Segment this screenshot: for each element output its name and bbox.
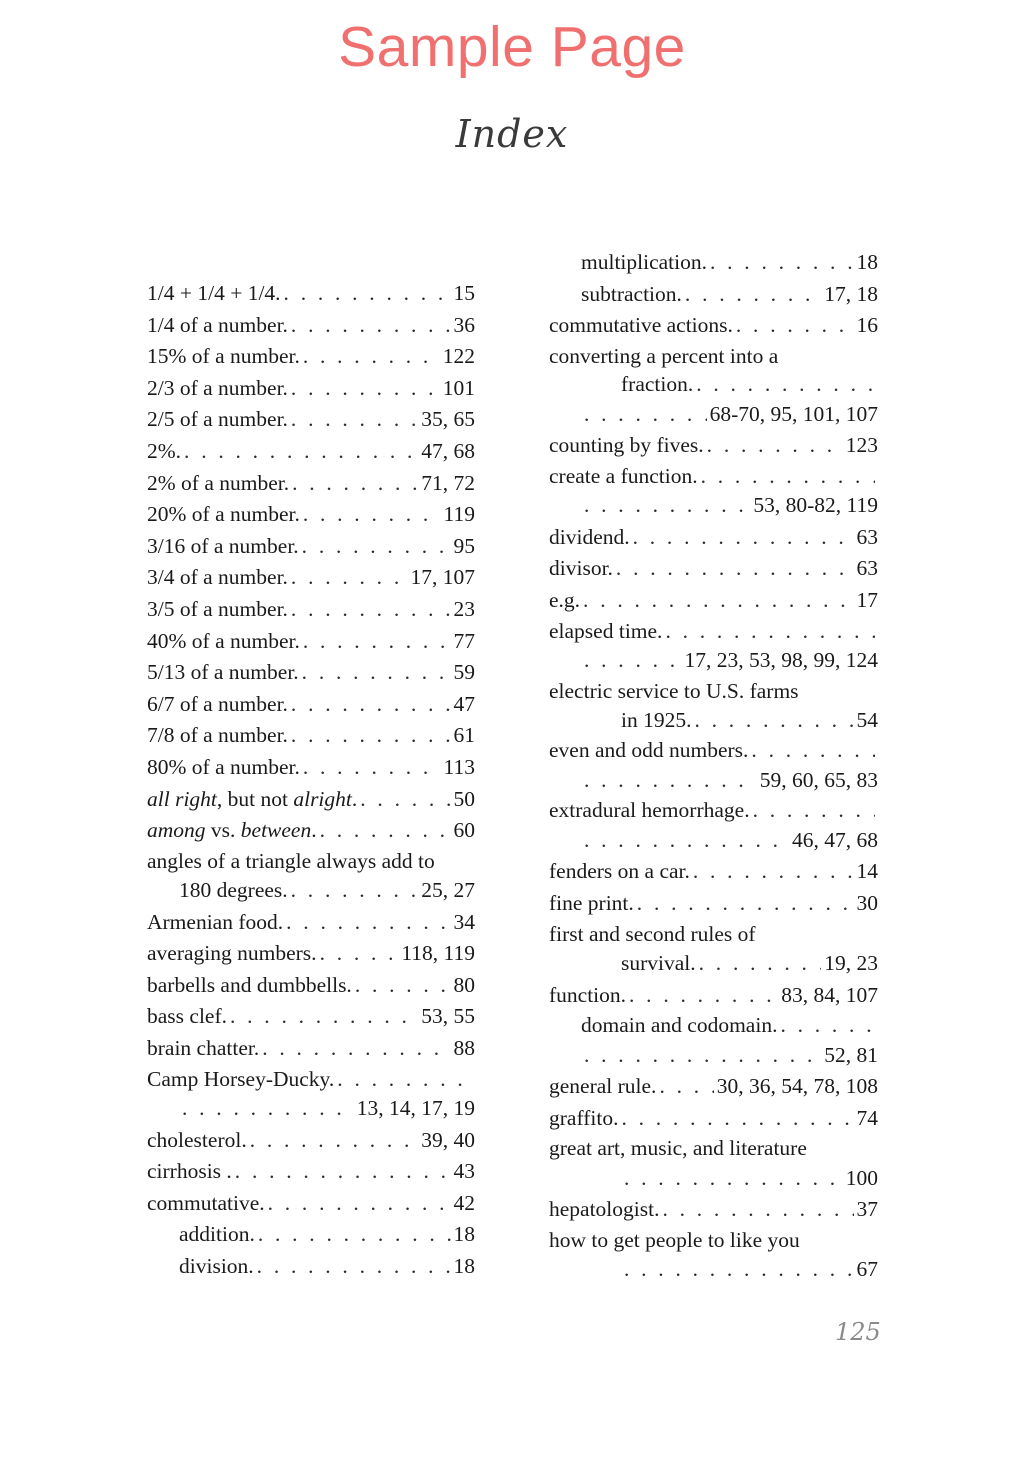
- index-term: division.: [179, 1254, 254, 1278]
- dot-leader: [303, 499, 441, 531]
- index-term: function.: [549, 982, 627, 1007]
- dot-leader: [624, 1163, 843, 1195]
- dot-leader: [291, 875, 419, 907]
- dot-leader: [584, 765, 757, 797]
- dot-leader: [320, 815, 451, 847]
- index-entry: [549, 399, 878, 431]
- dot-leader: [291, 562, 408, 594]
- index-entry: [549, 342, 878, 370]
- index-page-refs: 15: [453, 281, 475, 305]
- index-term: 3/4 of a number.: [147, 565, 288, 590]
- index-page-refs: 37: [856, 1197, 878, 1222]
- index-term: survival.: [621, 951, 696, 976]
- dot-leader: [584, 490, 750, 522]
- index-term: 2/5 of a number.: [147, 407, 288, 432]
- index-page-refs: 100: [845, 1165, 878, 1190]
- index-page-refs: 83, 84, 107: [781, 982, 878, 1007]
- index-entry: [549, 1194, 878, 1226]
- index-entry: [147, 404, 475, 436]
- index-entry: [549, 980, 878, 1012]
- index-term: brain chatter.: [147, 1036, 260, 1061]
- index-term: [147, 815, 317, 847]
- index-term: hepatologist.: [549, 1197, 660, 1222]
- index-page-refs: 17: [856, 587, 878, 612]
- index-term-segment: all right: [147, 786, 217, 811]
- index-page-refs: 36: [453, 312, 475, 337]
- index-entry: [549, 888, 878, 920]
- dot-leader: [284, 278, 451, 310]
- index-page-refs: 39, 40: [421, 1127, 475, 1152]
- index-page-refs: 63: [856, 524, 878, 549]
- index-entry: [549, 856, 878, 888]
- page-title: Index: [455, 112, 569, 156]
- index-entry: [147, 1093, 475, 1125]
- index-entry: [147, 1251, 475, 1283]
- dot-leader: [230, 1001, 418, 1033]
- index-term: Camp Horsey-Ducky.: [147, 1066, 335, 1091]
- dot-leader: [736, 310, 854, 342]
- index-entry: [147, 657, 475, 689]
- index-column-left: [147, 278, 475, 1283]
- index-entry: [147, 938, 475, 970]
- index-term-segment: .: [311, 818, 317, 843]
- dot-leader: [584, 645, 682, 677]
- index-term-segment: among: [147, 818, 206, 843]
- index-column-right: [549, 247, 878, 1286]
- index-page-refs: 53, 80-82, 119: [753, 493, 878, 518]
- index-page-refs: 17, 107: [410, 565, 475, 590]
- index-page-refs: 113: [443, 754, 475, 779]
- index-page-refs: 23: [453, 596, 475, 621]
- index-entry: [147, 499, 475, 531]
- index-term: 1/4 + 1/4 + 1/4.: [147, 281, 281, 305]
- dot-leader: [262, 1033, 450, 1065]
- index-term: 20% of a number.: [147, 502, 300, 527]
- index-entry: [147, 436, 475, 468]
- index-entry: [147, 562, 475, 594]
- index-entry: [147, 1219, 475, 1251]
- index-term: cholesterol.: [147, 1127, 247, 1152]
- dot-leader: [292, 468, 418, 500]
- index-page-refs: 47, 68: [421, 438, 475, 463]
- index-entry: [147, 626, 475, 658]
- index-entry: [549, 522, 878, 554]
- dot-leader: [291, 720, 451, 752]
- index-page-refs: 95: [453, 533, 475, 558]
- index-term: elapsed time.: [549, 618, 663, 643]
- index-term: 1/4 of a number.: [147, 312, 288, 337]
- dot-leader: [621, 1103, 853, 1135]
- dot-leader: [291, 594, 451, 626]
- index-entry: [147, 1188, 475, 1220]
- index-term-segment: vs.: [205, 818, 241, 843]
- index-page-refs: 43: [453, 1159, 475, 1184]
- dot-leader: [665, 617, 875, 645]
- dot-leader: [693, 856, 854, 888]
- index-page-refs: 25, 27: [421, 878, 475, 903]
- index-entry: [147, 278, 475, 310]
- index-term: e.g.: [549, 587, 581, 612]
- index-page-refs: 17, 23, 53, 98, 99, 124: [684, 647, 878, 672]
- index-entry: [147, 310, 475, 342]
- index-entry: [549, 825, 878, 857]
- index-entry: [549, 462, 878, 490]
- dot-leader: [584, 825, 789, 857]
- index-entry: [549, 920, 878, 948]
- index-page-refs: 61: [453, 723, 475, 748]
- index-entry: [147, 1033, 475, 1065]
- index-page-refs: 52, 81: [824, 1042, 878, 1067]
- index-entry: [549, 796, 878, 824]
- dot-leader: [701, 462, 875, 490]
- index-term: 2% of a number.: [147, 470, 290, 495]
- dot-leader: [320, 938, 399, 970]
- index-entry: [549, 1103, 878, 1135]
- index-page-refs: 77: [453, 628, 475, 653]
- dot-leader: [291, 689, 451, 721]
- index-term: create a function.: [549, 463, 698, 488]
- dot-leader: [624, 1254, 854, 1286]
- dot-leader: [633, 522, 854, 554]
- dot-leader: [337, 1065, 472, 1093]
- index-entry: [147, 373, 475, 405]
- index-page-refs: 74: [856, 1105, 878, 1130]
- index-entry: [147, 875, 475, 907]
- index-page-refs: 30: [856, 891, 878, 916]
- index-entry: [549, 279, 878, 311]
- index-term: 7/8 of a number.: [147, 723, 288, 748]
- index-term: subtraction.: [581, 281, 682, 306]
- index-term: how to get people to like you: [549, 1227, 800, 1252]
- index-entry: [549, 1226, 878, 1254]
- dot-leader: [707, 430, 843, 462]
- index-entry: [549, 765, 878, 797]
- index-entry: [549, 310, 878, 342]
- dot-leader: [629, 980, 778, 1012]
- index-page-refs: 47: [453, 691, 475, 716]
- dot-leader: [696, 370, 875, 398]
- index-term: angles of a triangle always add to: [147, 848, 435, 873]
- dot-leader: [258, 1219, 451, 1251]
- index-entry: [549, 645, 878, 677]
- index-page-refs: 122: [442, 344, 475, 369]
- index-entry: [147, 594, 475, 626]
- dot-leader: [286, 907, 450, 939]
- index-term: 6/7 of a number.: [147, 691, 288, 716]
- index-term: cirrhosis .: [147, 1159, 232, 1184]
- index-page-refs: 18: [453, 1222, 475, 1247]
- index-entry: [147, 531, 475, 563]
- dot-leader: [751, 736, 875, 764]
- index-entry: [549, 948, 878, 980]
- dot-leader: [303, 341, 440, 373]
- index-entry: [147, 1156, 475, 1188]
- index-entry: [147, 468, 475, 500]
- index-term: general rule.: [549, 1074, 657, 1099]
- index-term: averaging numbers.: [147, 941, 317, 966]
- index-term: even and odd numbers.: [549, 738, 749, 763]
- dot-leader: [583, 585, 853, 617]
- index-page-refs: 34: [453, 909, 475, 934]
- dot-leader: [694, 705, 853, 737]
- index-page-refs: 54: [856, 707, 878, 732]
- index-term: 2/3 of a number.: [147, 375, 288, 400]
- index-entry: [549, 1163, 878, 1195]
- index-page-refs: 59: [453, 660, 475, 685]
- index-term: commutative.: [147, 1190, 265, 1215]
- index-term: fenders on a car.: [549, 859, 690, 884]
- index-page-refs: 16: [856, 313, 878, 338]
- index-entry: [147, 1001, 475, 1033]
- index-page-refs: 118, 119: [401, 941, 475, 966]
- index-entry: [549, 247, 878, 279]
- dot-leader: [257, 1251, 451, 1283]
- index-page-refs: 35, 65: [421, 407, 475, 432]
- dot-leader: [584, 1040, 821, 1072]
- index-term: multiplication.: [581, 250, 707, 274]
- index-term: counting by fives.: [549, 433, 704, 458]
- index-page-refs: 60: [453, 818, 475, 843]
- index-entry: [147, 752, 475, 784]
- index-entry: [549, 585, 878, 617]
- index-page-refs: 80: [453, 972, 475, 997]
- index-page-refs: 19, 23: [824, 951, 878, 976]
- index-entry: [549, 490, 878, 522]
- index-term: electric service to U.S. farms: [549, 678, 799, 703]
- index-page-refs: 88: [453, 1036, 475, 1061]
- index-term: domain and codomain.: [581, 1013, 778, 1038]
- index-entry: [147, 784, 475, 816]
- dot-leader: [355, 970, 451, 1002]
- index-entry: [549, 1011, 878, 1039]
- index-term: in 1925.: [621, 707, 692, 732]
- index-term: 80% of a number.: [147, 754, 300, 779]
- index-page-refs: 68-70, 95, 101, 107: [709, 401, 878, 426]
- index-page-refs: 71, 72: [421, 470, 475, 495]
- dot-leader: [780, 1011, 875, 1039]
- index-entry: [147, 1065, 475, 1093]
- index-entry: [147, 815, 475, 847]
- index-page-refs: 13, 14, 17, 19: [356, 1096, 475, 1121]
- index-entry: [147, 341, 475, 373]
- dot-leader: [710, 247, 854, 279]
- index-page-refs: 17, 18: [824, 281, 878, 306]
- dot-leader: [659, 1071, 713, 1103]
- index-term-segment: alright: [293, 786, 352, 811]
- index-page-refs: 123: [845, 433, 878, 458]
- index-term: divisor.: [549, 556, 613, 581]
- dot-leader: [637, 888, 854, 920]
- index-term-segment: .: [351, 786, 358, 811]
- dot-leader: [291, 310, 451, 342]
- index-term: graffito.: [549, 1105, 619, 1130]
- index-term: dividend.: [549, 524, 630, 549]
- page-number: 125: [835, 1318, 881, 1346]
- index-entry: [147, 847, 475, 875]
- dot-leader: [584, 399, 707, 431]
- dot-leader: [291, 404, 418, 436]
- index-entry: [549, 370, 878, 398]
- index-entry: [147, 970, 475, 1002]
- index-term: barbells and dumbbells.: [147, 972, 352, 997]
- index-entry: [147, 1125, 475, 1157]
- index-term: 15% of a number.: [147, 344, 300, 369]
- index-term: 3/5 of a number.: [147, 596, 288, 621]
- index-term: fine print.: [549, 891, 634, 916]
- index-page-refs: 14: [856, 859, 878, 884]
- index-page-refs: 18: [453, 1254, 475, 1278]
- dot-leader: [303, 626, 451, 658]
- index-page-refs: 119: [443, 502, 475, 527]
- dot-leader: [302, 657, 451, 689]
- index-page-refs: 59, 60, 65, 83: [759, 767, 878, 792]
- dot-leader: [235, 1156, 451, 1188]
- index-term: converting a percent into a: [549, 343, 779, 368]
- index-entry: [549, 1254, 878, 1286]
- dot-leader: [302, 531, 451, 563]
- index-page-refs: 101: [442, 375, 475, 400]
- dot-leader: [182, 1093, 354, 1125]
- index-page-refs: 63: [856, 556, 878, 581]
- dot-leader: [685, 279, 821, 311]
- index-entry: [549, 705, 878, 737]
- index-page-refs: 50: [453, 786, 475, 811]
- index-entry: [549, 1134, 878, 1162]
- dot-leader: [291, 373, 440, 405]
- dot-leader: [616, 553, 854, 585]
- index-term: 2%.: [147, 438, 182, 463]
- index-term: first and second rules of: [549, 921, 756, 946]
- index-term: addition.: [179, 1222, 255, 1247]
- index-page-refs: 18: [856, 250, 878, 274]
- index-term-segment: between: [240, 818, 312, 843]
- index-entry: [147, 907, 475, 939]
- dot-leader: [753, 796, 875, 824]
- index-term: 40% of a number.: [147, 628, 300, 653]
- index-page-refs: 53, 55: [421, 1004, 475, 1029]
- index-term: fraction.: [621, 372, 694, 397]
- dot-leader: [662, 1194, 853, 1226]
- index-term: Armenian food.: [147, 909, 284, 934]
- index-page-refs: 42: [453, 1190, 475, 1215]
- index-entry: [549, 1071, 878, 1103]
- index-term: 3/16 of a number.: [147, 533, 299, 558]
- dot-leader: [699, 948, 822, 980]
- index-page-refs: 30, 36, 54, 78, 108: [716, 1074, 878, 1099]
- index-entry: [549, 430, 878, 462]
- dot-leader: [360, 784, 450, 816]
- index-entry: [147, 720, 475, 752]
- index-entry: [549, 1040, 878, 1072]
- index-page-refs: 67: [856, 1257, 878, 1282]
- dot-leader: [303, 752, 441, 784]
- index-entry: [549, 553, 878, 585]
- index-term: [147, 784, 357, 816]
- dot-leader: [184, 436, 418, 468]
- index-entry: [147, 689, 475, 721]
- index-term: 5/13 of a number.: [147, 660, 299, 685]
- index-page-refs: 46, 47, 68: [792, 827, 878, 852]
- index-term: 180 degrees.: [179, 878, 288, 903]
- index-term: extradural hemorrhage.: [549, 798, 750, 823]
- dot-leader: [268, 1188, 451, 1220]
- index-term: great art, music, and literature: [549, 1136, 807, 1161]
- index-term: commutative actions.: [549, 313, 733, 338]
- sample-page-watermark: Sample Page: [338, 15, 686, 79]
- dot-leader: [250, 1125, 419, 1157]
- index-term-segment: , but not: [216, 786, 294, 811]
- index-entry: [549, 617, 878, 645]
- index-term: bass clef.: [147, 1004, 227, 1029]
- index-entry: [549, 677, 878, 705]
- index-entry: [549, 736, 878, 764]
